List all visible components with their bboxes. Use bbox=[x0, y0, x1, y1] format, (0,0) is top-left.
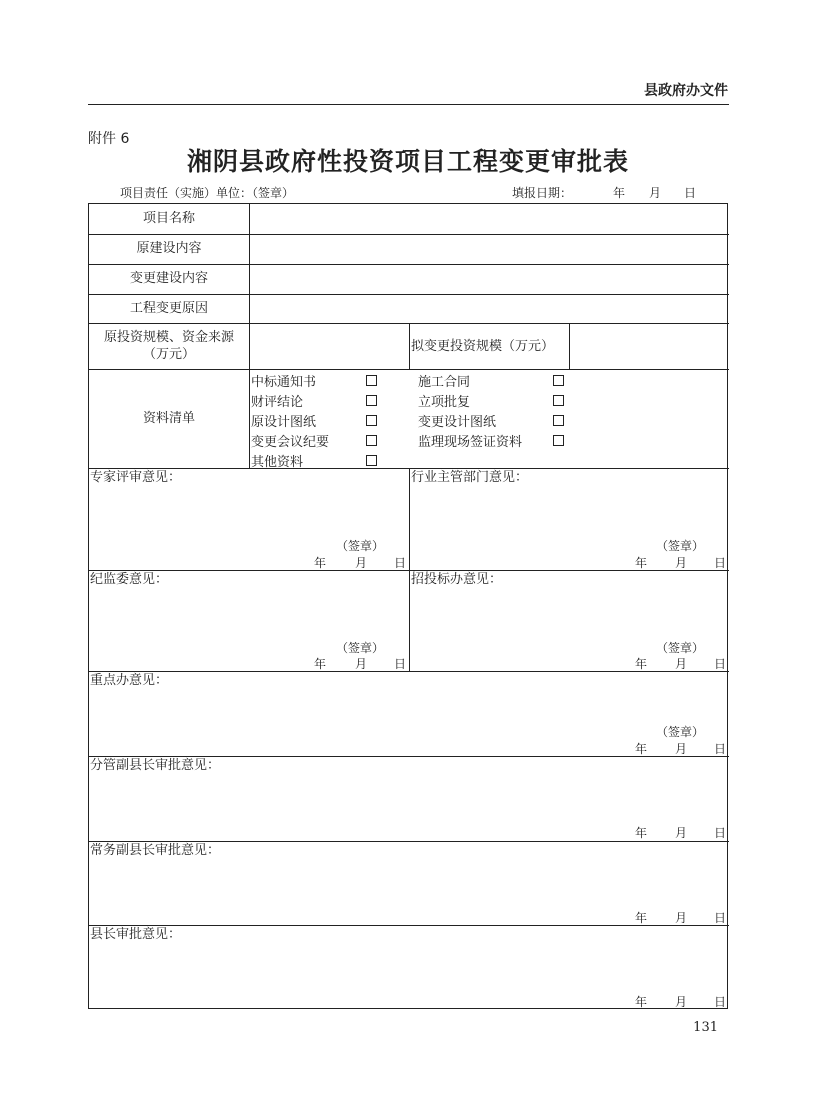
sign-year: 年 bbox=[635, 911, 648, 925]
key-office-opinion-label: 重点办意见： bbox=[90, 673, 169, 688]
row-divider bbox=[89, 671, 729, 672]
bidding-opinion-label: 招投标办意见： bbox=[411, 572, 503, 587]
sign-year: 年 bbox=[635, 995, 648, 1009]
col-divider bbox=[409, 323, 410, 369]
checkbox[interactable] bbox=[366, 395, 377, 406]
material-item: 其他资料 bbox=[251, 455, 304, 470]
exec-deputy-opinion-label: 常务副县长审批意见： bbox=[90, 843, 221, 858]
material-item: 施工合同 bbox=[418, 375, 471, 390]
proposed-scale-field[interactable] bbox=[570, 324, 728, 368]
page-title: 湘阴县政府性投资项目工程变更审批表 bbox=[186, 147, 629, 176]
checkbox[interactable] bbox=[366, 435, 377, 446]
col-divider bbox=[249, 369, 250, 468]
county-head-opinion-label: 县长审批意见： bbox=[90, 927, 182, 942]
checkbox[interactable] bbox=[553, 395, 564, 406]
project-name-field[interactable] bbox=[250, 205, 728, 233]
checkbox[interactable] bbox=[366, 375, 377, 386]
sign-month: 月 bbox=[675, 556, 688, 570]
original-content-field[interactable] bbox=[250, 235, 728, 263]
fill-date-month: 月 bbox=[649, 186, 662, 200]
discipline-opinion-label: 纪监委意见： bbox=[90, 572, 169, 587]
expert-opinion-label: 专家评审意见： bbox=[90, 470, 182, 485]
sign-day: 日 bbox=[714, 742, 727, 756]
sign-day: 日 bbox=[394, 657, 407, 671]
industry-opinion-label: 行业主管部门意见： bbox=[411, 470, 529, 485]
sign-year: 年 bbox=[635, 556, 648, 570]
materials-label: 资料清单 bbox=[142, 411, 195, 426]
sign-month: 月 bbox=[675, 742, 688, 756]
material-item: 中标通知书 bbox=[251, 375, 317, 390]
proposed-scale-label: 拟变更投资规模（万元） bbox=[411, 339, 555, 354]
change-reason-field[interactable] bbox=[250, 295, 728, 322]
sign-year: 年 bbox=[314, 657, 327, 671]
sign-month: 月 bbox=[675, 826, 688, 840]
material-item: 财评结论 bbox=[251, 395, 304, 410]
row-divider bbox=[89, 925, 729, 926]
fill-date-day: 日 bbox=[684, 186, 697, 200]
sign-year: 年 bbox=[635, 742, 648, 756]
col-divider bbox=[409, 468, 410, 671]
material-item: 监理现场签证资料 bbox=[418, 435, 523, 450]
original-content-label: 原建设内容 bbox=[136, 241, 202, 256]
changed-content-field[interactable] bbox=[250, 265, 728, 293]
seal-label: （签章） bbox=[336, 539, 385, 553]
sign-month: 月 bbox=[355, 556, 368, 570]
original-scale-label: 原投资规模、资金来源 bbox=[103, 330, 234, 345]
material-item: 变更设计图纸 bbox=[418, 415, 497, 430]
sign-month: 月 bbox=[675, 995, 688, 1009]
sign-day: 日 bbox=[714, 657, 727, 671]
approval-form-table bbox=[88, 203, 728, 1009]
material-item: 立项批复 bbox=[418, 395, 471, 410]
sign-month: 月 bbox=[355, 657, 368, 671]
checkbox[interactable] bbox=[366, 415, 377, 426]
changed-content-label: 变更建设内容 bbox=[129, 271, 208, 286]
original-scale-unit: （万元） bbox=[142, 347, 195, 362]
seal-label: （签章） bbox=[656, 641, 705, 655]
seal-label: （签章） bbox=[656, 725, 705, 739]
sign-month: 月 bbox=[675, 657, 688, 671]
sign-month: 月 bbox=[675, 911, 688, 925]
project-name-label: 项目名称 bbox=[142, 211, 195, 226]
checkbox[interactable] bbox=[553, 375, 564, 386]
original-scale-field[interactable] bbox=[250, 324, 408, 368]
fill-date-year: 年 bbox=[613, 186, 626, 200]
deputy-county-opinion-label: 分管副县长审批意见： bbox=[90, 758, 221, 773]
seal-label: （签章） bbox=[336, 641, 385, 655]
sign-year: 年 bbox=[314, 556, 327, 570]
sign-day: 日 bbox=[714, 826, 727, 840]
material-item: 原设计图纸 bbox=[251, 415, 317, 430]
header-section-label: 县政府办文件 bbox=[644, 83, 728, 99]
fill-date-label: 填报日期： bbox=[512, 186, 573, 200]
sign-day: 日 bbox=[714, 995, 727, 1009]
row-divider bbox=[89, 756, 729, 757]
seal-label: （签章） bbox=[656, 539, 705, 553]
checkbox[interactable] bbox=[366, 455, 377, 466]
responsible-unit-label: 项目责任（实施）单位：（签章） bbox=[120, 186, 295, 200]
row-divider bbox=[89, 369, 729, 370]
sign-year: 年 bbox=[635, 826, 648, 840]
sign-day: 日 bbox=[394, 556, 407, 570]
checkbox[interactable] bbox=[553, 415, 564, 426]
row-divider bbox=[89, 841, 729, 842]
sign-day: 日 bbox=[714, 911, 727, 925]
page-number: 131 bbox=[693, 1020, 718, 1035]
header-rule bbox=[88, 104, 729, 105]
change-reason-label: 工程变更原因 bbox=[129, 301, 208, 316]
sign-year: 年 bbox=[635, 657, 648, 671]
material-item: 变更会议纪要 bbox=[251, 435, 330, 450]
attachment-label: 附件 6 bbox=[88, 131, 130, 147]
checkbox[interactable] bbox=[553, 435, 564, 446]
sign-day: 日 bbox=[714, 556, 727, 570]
